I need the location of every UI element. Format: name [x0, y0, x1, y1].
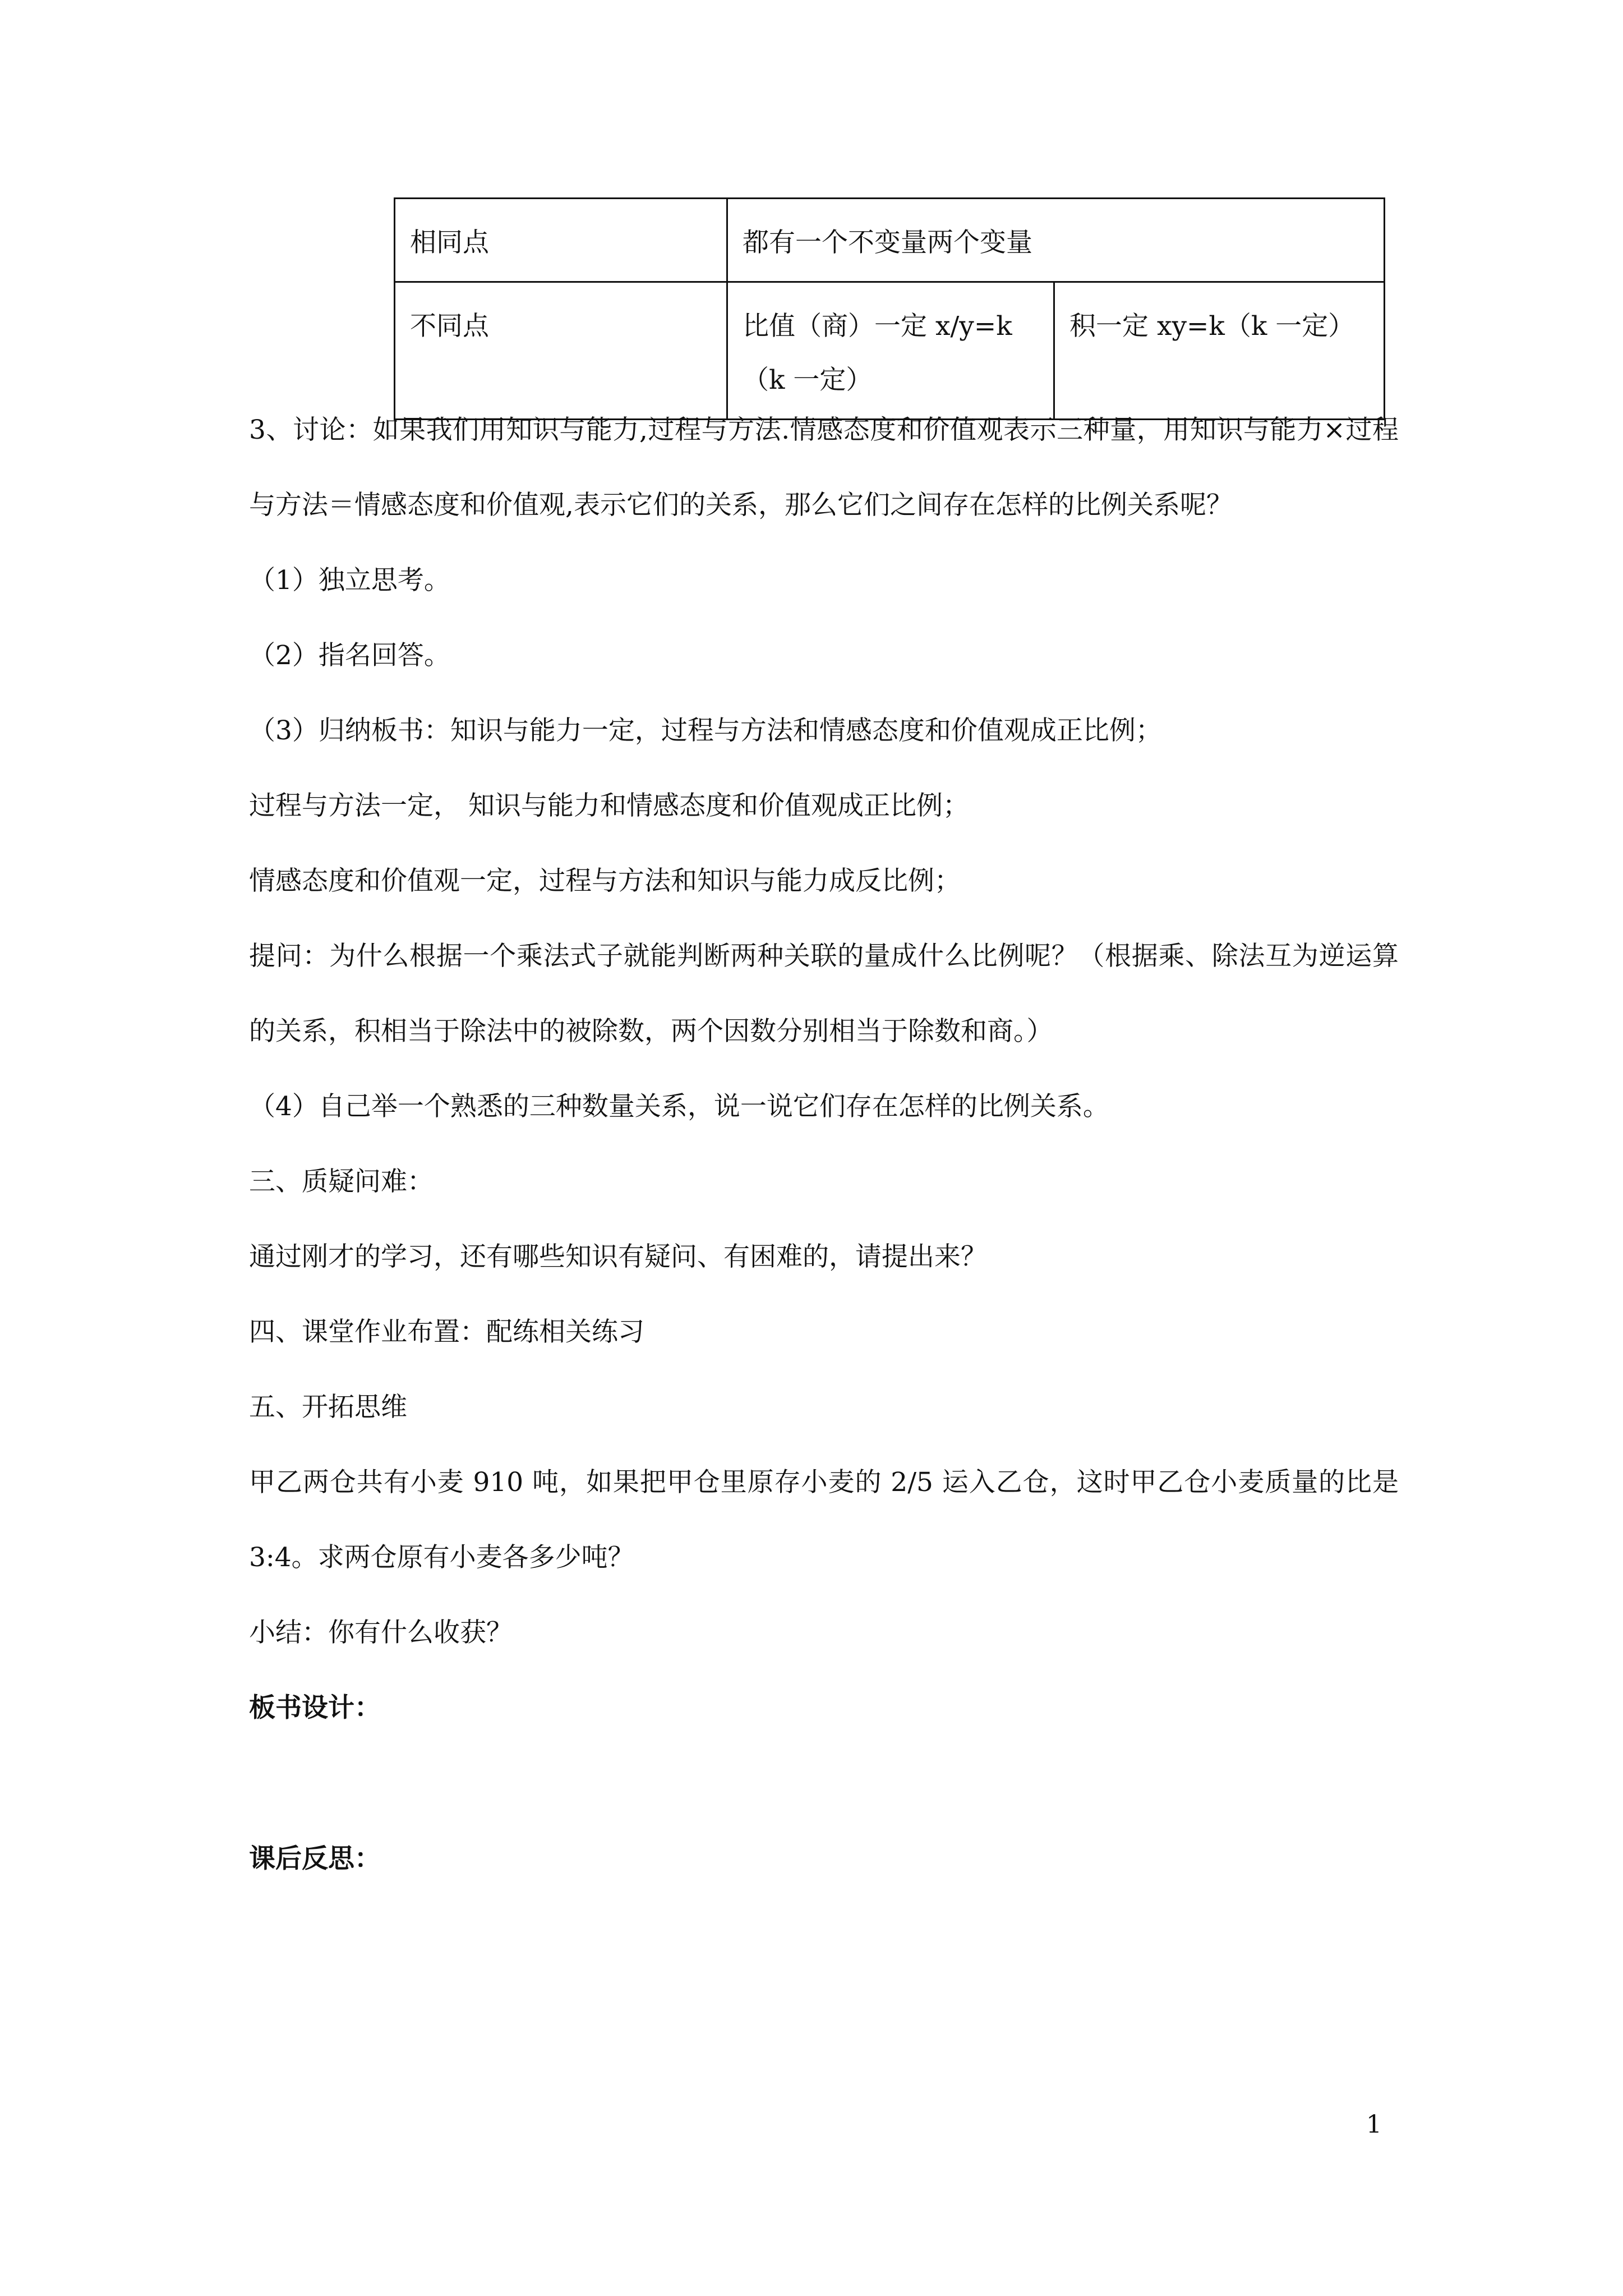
blank-space — [249, 1746, 1399, 1821]
board-design-heading: 板书设计： — [249, 1692, 381, 1723]
table-row — [395, 199, 1385, 282]
step-3: （3）归纳板书：知识与能力一定，过程与方法和情感态度和价值观成正比例； — [249, 715, 1162, 746]
step-2: （2）指名回答。 — [249, 640, 450, 671]
word-problem: 甲乙两仓共有小麦 910 吨，如果把甲仓里原存小麦的 2/5 运入乙仓，这时甲乙仓小麦质量的比是 3:4。求两仓原有小麦各多少吨？ — [249, 1467, 1399, 1573]
table-cell-value: 都有一个不变量两个变量 — [727, 199, 1385, 282]
page-number: 1 — [1366, 2110, 1382, 2139]
discussion-paragraph: 3、讨论：如果我们用知识与能力,过程与方法.情感态度和价值观表示三种量，用知识与能力×过程与方法＝情感态度和价值观,表示它们的关系，那么它们之间存在怎样的比例关系呢？ — [249, 415, 1399, 521]
document-body — [249, 393, 1399, 1897]
table-cell-label: 不同点 — [395, 282, 727, 420]
summary-line: 小结：你有什么收获？ — [249, 1617, 513, 1648]
table-cell-direct-proportion: 比值（商）一定 x/y=k（k 一定） — [727, 282, 1054, 420]
conclusion-line-2: 过程与方法一定， 知识与能力和情感态度和价值观成正比例； — [249, 790, 969, 821]
section-3-heading: 三、质疑问难： — [249, 1166, 434, 1197]
step-4: （4）自己举一个熟悉的三种数量关系，说一说它们存在怎样的比例关系。 — [249, 1091, 1109, 1122]
table-cell-inverse-proportion: 积一定 xy=k（k 一定） — [1054, 282, 1385, 420]
section-5-heading: 五、开拓思维 — [249, 1392, 407, 1423]
conclusion-line-3: 情感态度和价值观一定，过程与方法和知识与能力成反比例； — [249, 866, 961, 896]
table-cell-label: 相同点 — [395, 199, 727, 282]
section-3-body: 通过刚才的学习，还有哪些知识有疑问、有困难的，请提出来？ — [249, 1241, 987, 1272]
question-paragraph: 提问：为什么根据一个乘法式子就能判断两种关联的量成什么比例呢？（根据乘、除法互为逆运算的关系，积相当于除法中的被除数，两个因数分别相当于除数和商。） — [249, 941, 1399, 1047]
comparison-table — [394, 197, 1385, 420]
step-1: （1）独立思考。 — [249, 565, 450, 596]
section-4-heading: 四、课堂作业布置：配练相关练习 — [249, 1317, 644, 1347]
reflection-heading: 课后反思： — [249, 1843, 381, 1874]
